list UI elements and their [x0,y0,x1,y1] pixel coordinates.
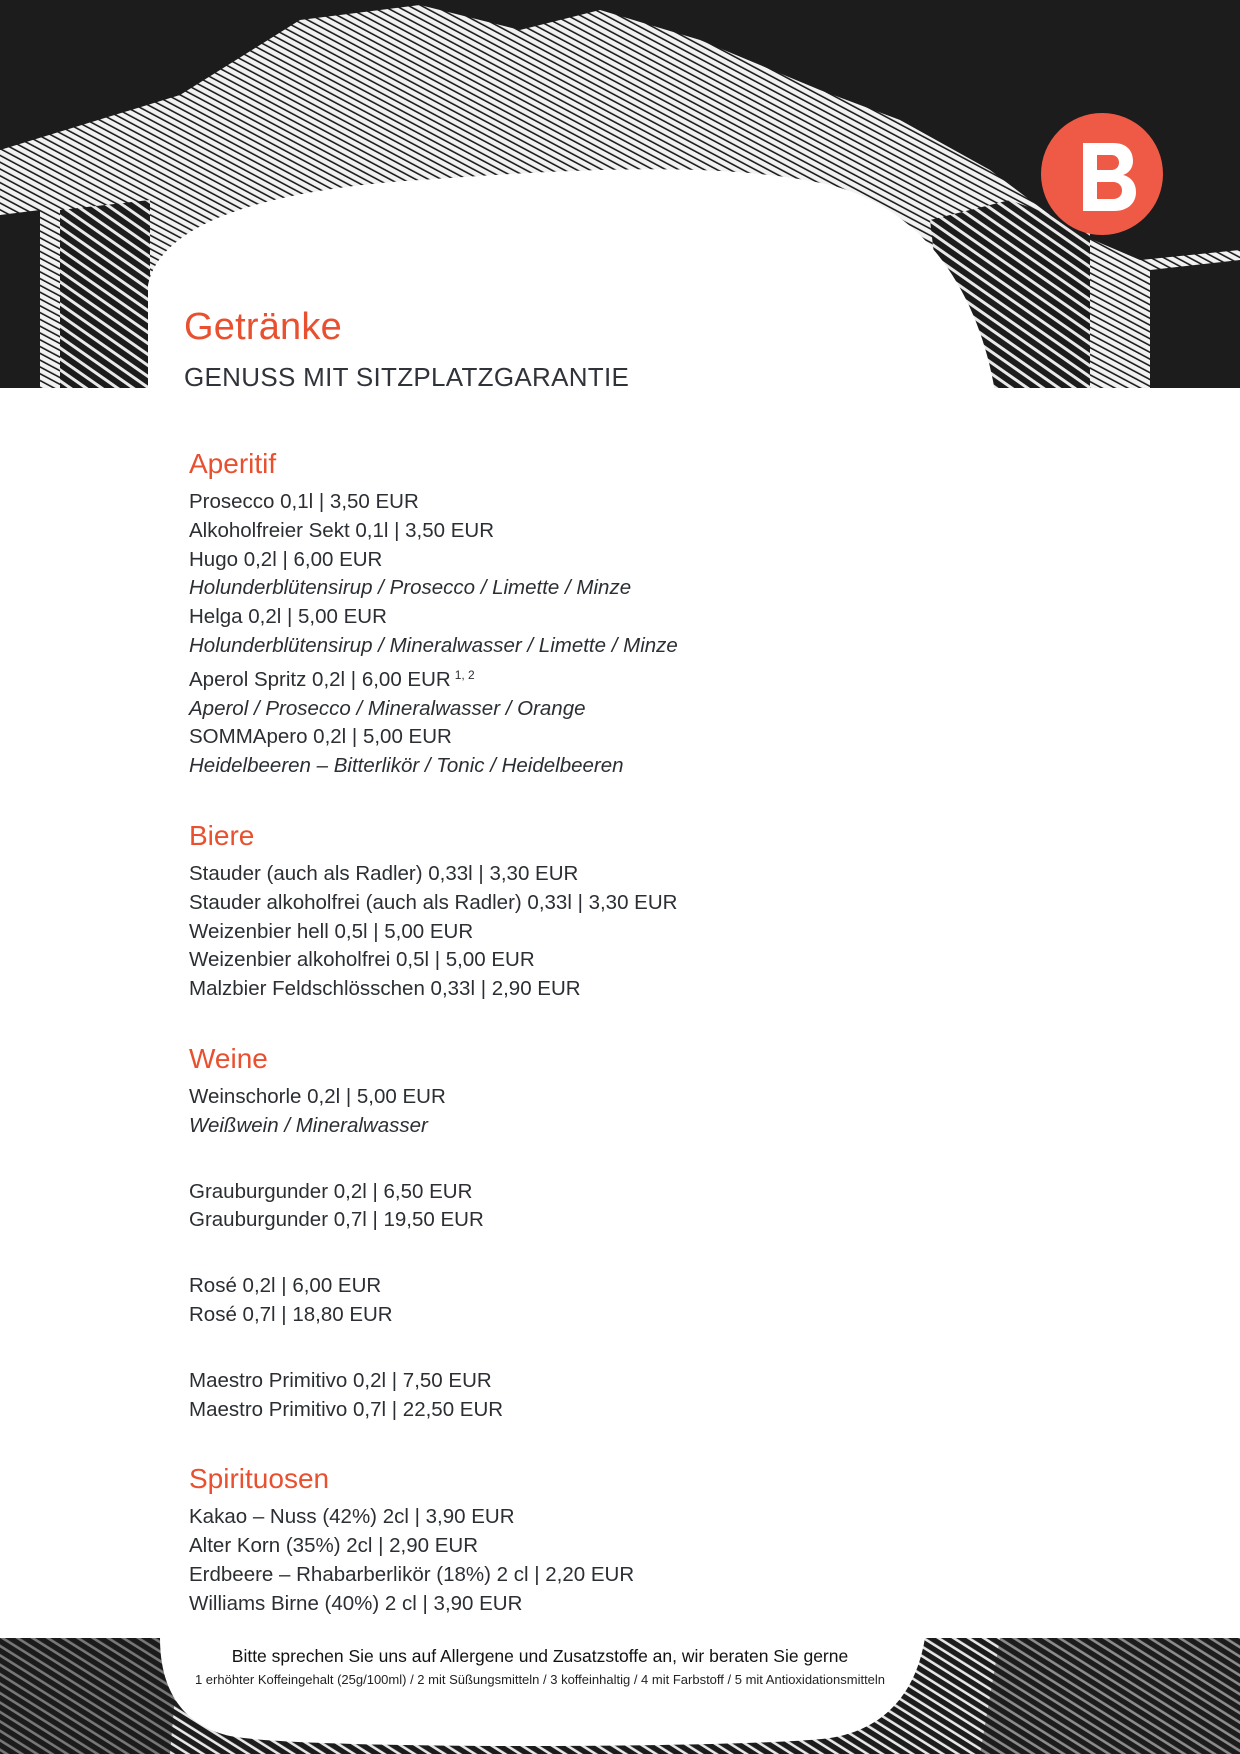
spacer [189,1330,1009,1367]
menu-item: Weinschorle 0,2l | 5,00 EUR [189,1084,446,1108]
menu-item: Weizenbier hell 0,5l | 5,00 EUR [189,919,474,943]
menu-item-aperol [189,661,1009,695]
section-heading: Biere [189,819,255,851]
logo-letter-b-icon [1041,113,1163,235]
allergen-notice: Bitte sprechen Sie uns auf Allergene und Zusatzstoffe an, wir beraten Sie gerne [231,1646,849,1666]
menu-item: Alkoholfreier Sekt 0,1l | 3,50 EUR [189,518,494,542]
menu-item-description: Holunderblütensirup / Prosecco / Limette / Minze [189,576,632,600]
menu-item-description: Aperol / Prosecco / Mineralwasser / Orange [189,696,586,720]
page-subtitle: GENUSS MIT SITZPLATZGARANTIE [184,362,630,392]
menu-item: Hugo 0,2l | 6,00 EUR [189,547,383,571]
section-heading: Spirituosen [189,1463,330,1495]
drinks-menu [189,446,1009,1656]
section-heading: Weine [189,1042,268,1074]
menu-item: Grauburgunder 0,7l | 19,50 EUR [189,1208,484,1232]
menu-item: Maestro Primitivo 0,2l | 7,50 EUR [189,1368,492,1392]
menu-item: Alter Korn (35%) 2cl | 2,90 EUR [189,1534,479,1558]
section-spirituosen [189,1461,1009,1618]
spacer [189,1235,1009,1272]
brand-logo [1041,113,1163,235]
menu-item: Kakao – Nuss (42%) 2cl | 3,90 EUR [189,1505,515,1529]
menu-item: SOMMApero 0,2l | 5,00 EUR [189,725,452,749]
menu-item: Malzbier Feldschlösschen 0,33l | 2,90 EUR [189,977,581,1001]
allergen-footer [150,1644,930,1690]
spacer [189,1141,1009,1178]
menu-item: Maestro Primitivo 0,7l | 22,50 EUR [189,1397,504,1421]
page-title: Getränke [184,306,342,348]
section-aperitif [189,446,1009,781]
menu-item-text: Aperol Spritz 0,2l | 6,00 EUR [189,667,451,691]
menu-item: Rosé 0,2l | 6,00 EUR [189,1274,382,1298]
footnote-legend: 1 erhöhter Koffeingehalt (25g/100ml) / 2 mit Süßungsmitteln / 3 koffeinhaltig / 4 mit Farbstoff / 5 mit Antioxidationsmitteln [194,1672,886,1687]
menu-item: Williams Birne (40%) 2 cl | 3,90 EUR [189,1591,523,1615]
section-heading: Aperitif [189,448,277,479]
menu-item: Stauder (auch als Radler) 0,33l | 3,30 EUR [189,861,579,885]
menu-item: Rosé 0,7l | 18,80 EUR [189,1302,393,1326]
section-weine [189,1041,1009,1424]
menu-item-description: Heidelbeeren – Bitterlikör / Tonic / Heidelbeeren [189,754,624,778]
menu-item: Stauder alkoholfrei (auch als Radler) 0,33l | 3,30 EUR [189,890,678,914]
menu-item-description: Holunderblütensirup / Mineralwasser / Limette / Minze [189,633,678,657]
menu-item: Helga 0,2l | 5,00 EUR [189,605,387,629]
menu-item-description: Weißwein / Mineralwasser [189,1113,428,1137]
menu-item: Erdbeere – Rhabarberlikör (18%) 2 cl | 2,20 EUR [189,1562,635,1586]
menu-item: Prosecco 0,1l | 3,50 EUR [189,490,419,513]
footnote-marker: 1, 2 [454,667,475,682]
menu-item: Grauburgunder 0,2l | 6,50 EUR [189,1179,473,1203]
section-biere [189,818,1009,1004]
menu-item: Weizenbier alkoholfrei 0,5l | 5,00 EUR [189,948,535,972]
